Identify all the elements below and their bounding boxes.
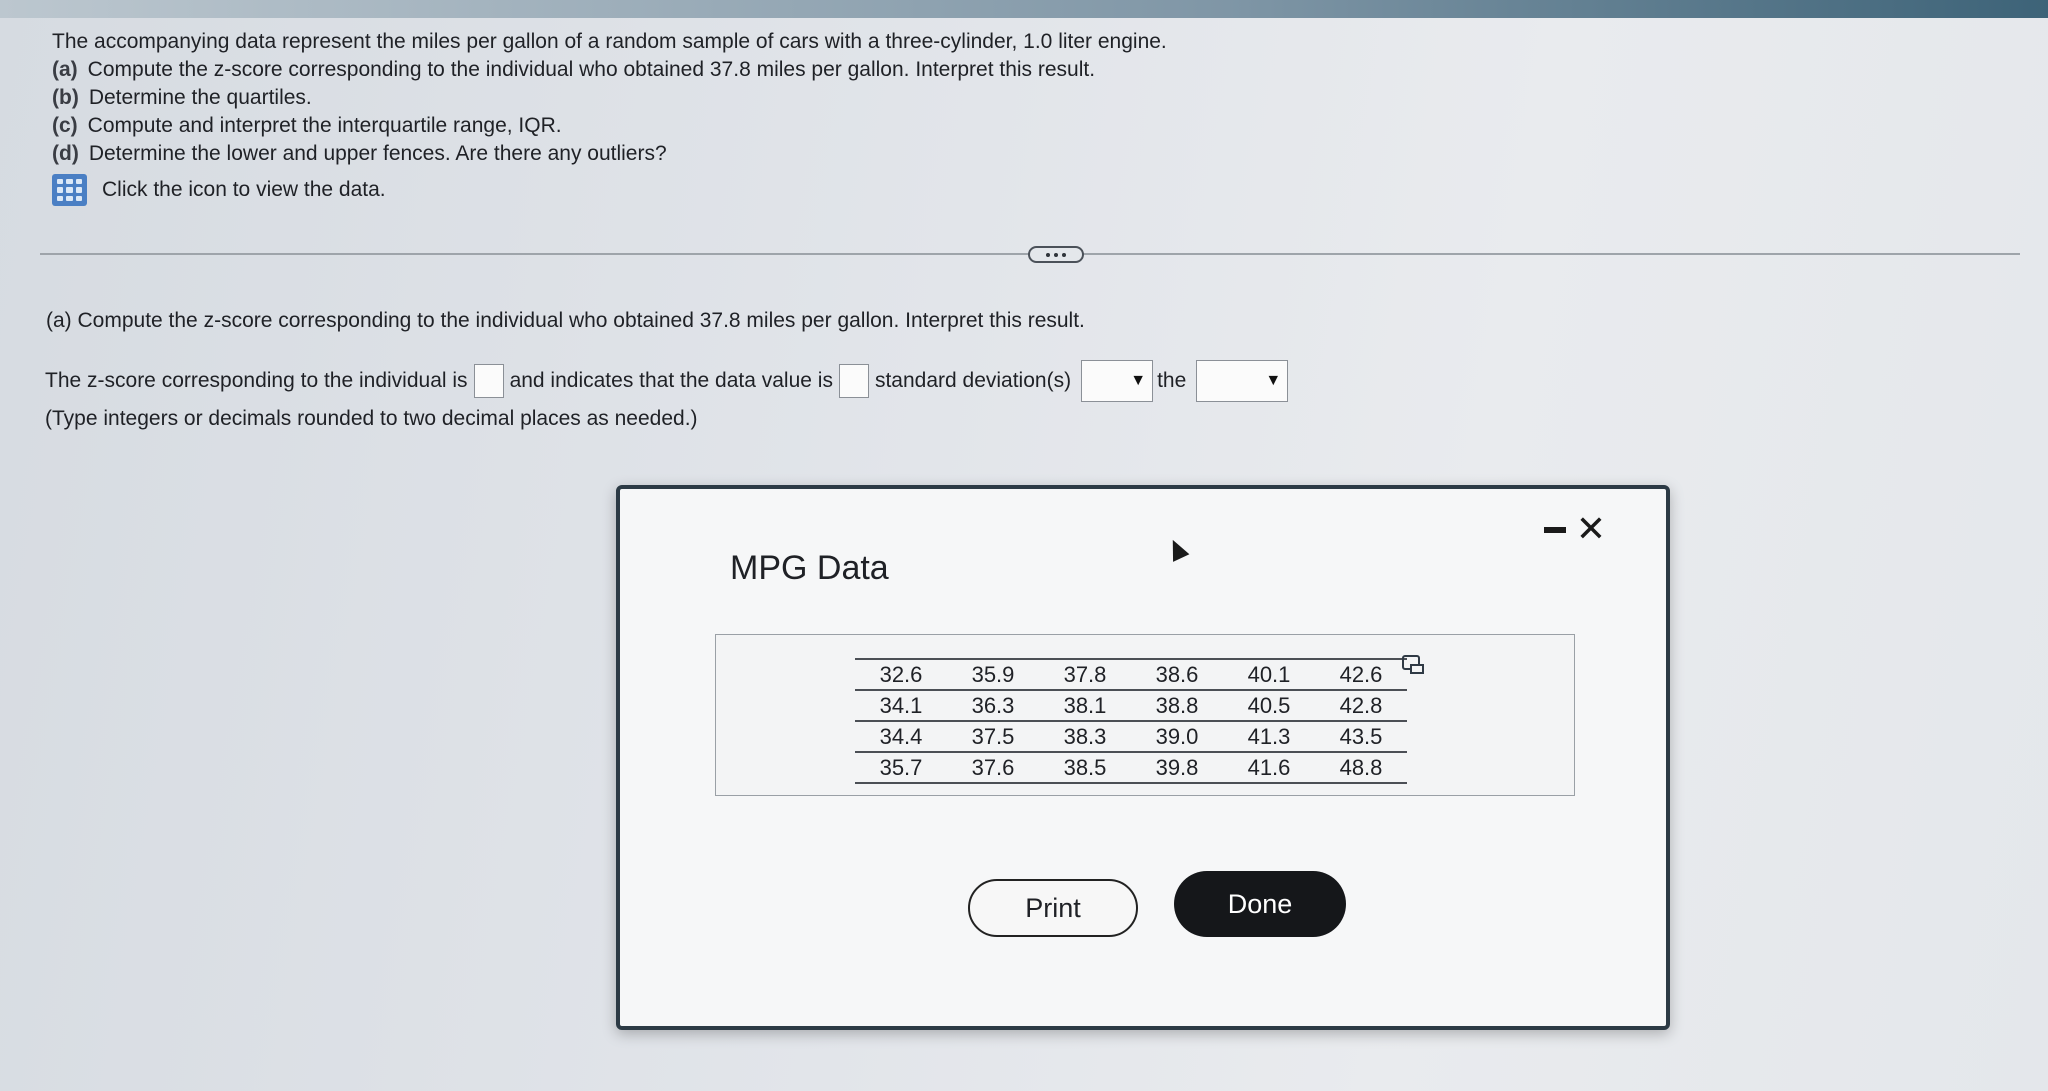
answer-part-heading: (a) Compute the z-score corresponding to the individual who obtained 37.8 miles per gallon. Interpret this result. (46, 309, 1085, 332)
table-cell: 40.1 (1223, 659, 1315, 690)
table-cell: 39.0 (1131, 721, 1223, 752)
expand-more-button[interactable] (1028, 246, 1084, 263)
table-row (855, 659, 1407, 690)
z-score-input[interactable] (474, 364, 504, 398)
mean-median-dropdown[interactable] (1196, 360, 1288, 402)
table-cell: 39.8 (1131, 752, 1223, 783)
part-text: Determine the quartiles. (88, 86, 312, 109)
table-cell: 41.6 (1223, 752, 1315, 783)
part-label: (a) (52, 58, 78, 81)
answer-text-3: standard deviation(s) (874, 369, 1072, 392)
table-cell: 48.8 (1315, 752, 1407, 783)
answer-sentence (45, 360, 1445, 402)
table-cell: 38.3 (1039, 721, 1131, 752)
table-cell: 37.8 (1039, 659, 1131, 690)
table-cell: 32.6 (855, 659, 947, 690)
part-text: Compute the z-score corresponding to the individual who obtained 37.8 miles per gallon. Interpret this result. (87, 58, 1096, 81)
print-button[interactable]: Print (968, 879, 1138, 937)
part-label: (b) (52, 86, 79, 109)
mpg-data-dialog (616, 485, 1670, 1030)
answer-text-4: the (1157, 369, 1187, 392)
answer-text-2: and indicates that the data value is (509, 369, 833, 392)
view-data-link[interactable] (52, 174, 1352, 206)
table-cell: 35.9 (947, 659, 1039, 690)
table-cell: 37.5 (947, 721, 1039, 752)
data-table-frame (715, 634, 1575, 796)
table-row (855, 752, 1407, 783)
question-part-a (52, 56, 1352, 84)
table-cell: 35.7 (855, 752, 947, 783)
table-cell: 38.8 (1131, 690, 1223, 721)
mpg-data-table (855, 658, 1407, 784)
dropdown-arrow-icon: ▼ (1130, 372, 1147, 389)
dropdown-arrow-icon: ▼ (1265, 372, 1282, 389)
table-cell: 38.1 (1039, 690, 1131, 721)
mouse-cursor-icon (1165, 536, 1190, 562)
table-cell: 34.4 (855, 721, 947, 752)
table-cell: 42.6 (1315, 659, 1407, 690)
question-part-c (52, 112, 1352, 140)
question-block (52, 28, 1352, 206)
table-cell: 38.5 (1039, 752, 1131, 783)
grid-icon[interactable] (52, 174, 87, 206)
table-cell: 41.3 (1223, 721, 1315, 752)
table-row (855, 690, 1407, 721)
std-dev-count-input[interactable] (839, 364, 869, 398)
view-data-text[interactable]: Click the icon to view the data. (102, 178, 386, 201)
answer-format-note: (Type integers or decimals rounded to two decimal places as needed.) (45, 407, 698, 430)
answer-text-1: The z-score corresponding to the individual is (45, 369, 468, 392)
table-cell: 42.8 (1315, 690, 1407, 721)
close-icon[interactable]: ✕ (1575, 508, 1606, 549)
dialog-title: MPG Data (730, 549, 889, 587)
table-cell: 40.5 (1223, 690, 1315, 721)
question-part-b (52, 84, 1352, 112)
table-cell: 34.1 (855, 690, 947, 721)
done-button[interactable]: Done (1174, 871, 1346, 937)
part-text: Compute and interpret the interquartile range, IQR. (87, 114, 562, 137)
question-intro: The accompanying data represent the miles per gallon of a random sample of cars with a three-cylinder, 1.0 liter engine. (52, 30, 1167, 53)
table-cell: 37.6 (947, 752, 1039, 783)
question-part-d (52, 140, 1352, 168)
above-below-dropdown[interactable] (1081, 360, 1153, 402)
part-label: (c) (52, 114, 78, 137)
table-row (855, 721, 1407, 752)
copy-icon[interactable] (1402, 655, 1420, 670)
minimize-icon[interactable] (1544, 527, 1566, 533)
window-top-strip (0, 0, 2048, 18)
table-cell: 43.5 (1315, 721, 1407, 752)
part-label: (d) (52, 142, 79, 165)
part-text: Determine the lower and upper fences. Are there any outliers? (88, 142, 667, 165)
table-cell: 36.3 (947, 690, 1039, 721)
table-cell: 38.6 (1131, 659, 1223, 690)
